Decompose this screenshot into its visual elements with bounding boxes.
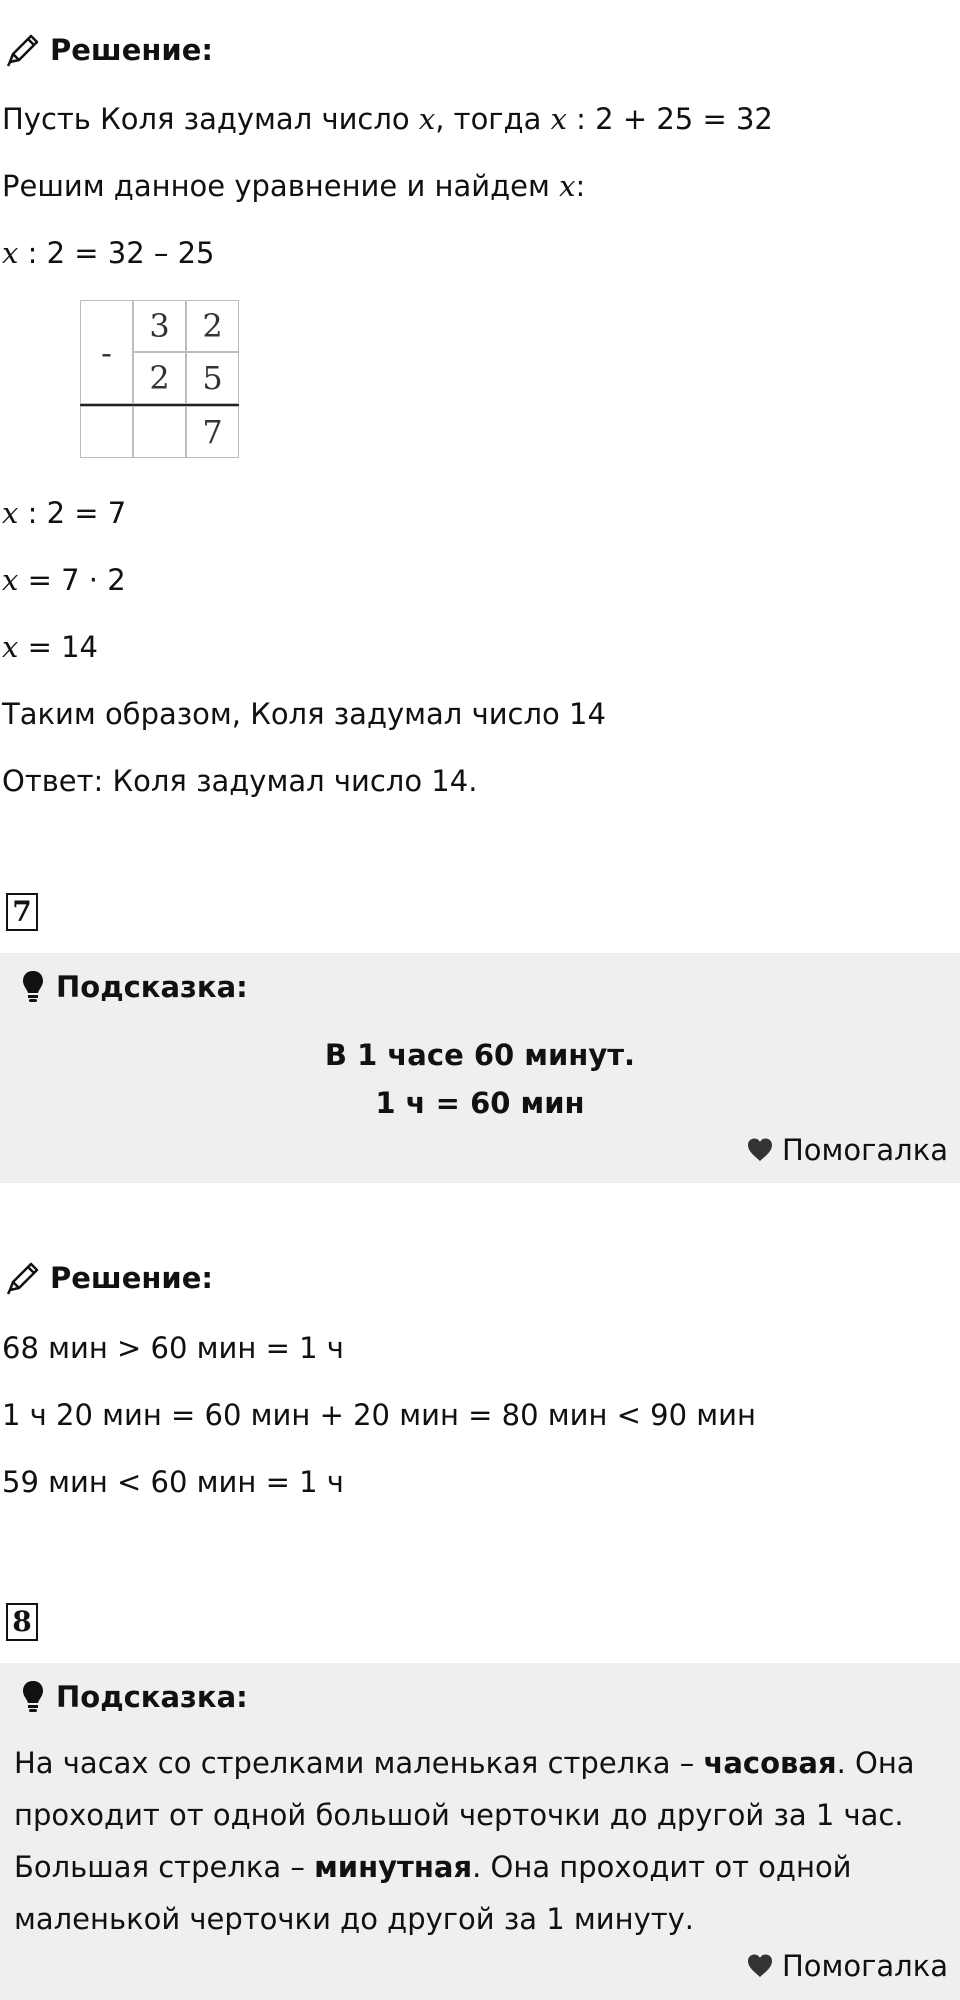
digit: 2 [133,352,186,404]
solution-label: Решение: [50,33,214,67]
hint-header [22,967,248,1007]
pencil-icon [4,1259,42,1297]
text-line: Решим данное уравнение и найдем x: [2,169,586,203]
digit: 5 [186,352,239,404]
digit: 7 [186,406,239,458]
hint-paragraph: На часах со стрелками маленькая стрелка – часовая. Она проходит от одной большой черточки до другой за 1 час. Большая стрелка – минутная. Она проходит от одной маленькой черточки до другой за 1 минуту. [14,1746,915,1936]
lightbulb-icon [22,970,44,1004]
answer-line: Ответ: Коля задумал число 14. [2,764,478,798]
digit [133,406,186,458]
hint-box [0,1663,960,2000]
brand-name: Помогалка [782,1133,948,1167]
digit [80,406,133,458]
text-line: 68 мин > 60 мин = 1 ч [2,1331,344,1365]
task-number: 7 [6,893,38,931]
equation-line: x : 2 = 32 – 25 [2,236,215,270]
conclusion-line: Таким образом, Коля задумал число 14 [2,697,606,731]
pencil-icon [4,31,42,69]
hint-text: 1 ч = 60 мин [375,1086,585,1120]
solution-label: Решение: [50,1261,214,1295]
hint-label: Подсказка: [56,1680,248,1714]
heart-icon [746,1137,774,1163]
equation-line: x = 7 · 2 [2,563,126,597]
brand-name: Помогалка [782,1949,948,1983]
hint-text: В 1 часе 60 минут. [324,1038,636,1072]
brand [746,1133,948,1167]
brand [746,1949,948,1983]
text-line: Пусть Коля задумал число x, тогда x : 2 + 25 = 32 [2,102,773,136]
heart-icon [746,1953,774,1979]
hint-header [22,1677,248,1717]
solution-header [4,28,213,72]
digit: 2 [186,300,239,352]
hint-label: Подсказка: [56,970,248,1004]
solution-header [4,1256,213,1300]
text-line: 1 ч 20 мин = 60 мин + 20 мин = 80 мин < 90 мин [2,1398,756,1432]
minus-sign: - [80,300,133,404]
task-number: 8 [6,1603,38,1641]
equation-line: x = 14 [2,630,98,664]
lightbulb-icon [22,1680,44,1714]
equation-line: x : 2 = 7 [2,496,127,530]
text-line: 59 мин < 60 мин = 1 ч [2,1465,344,1499]
hint-box [0,953,960,1183]
digit: 3 [133,300,186,352]
